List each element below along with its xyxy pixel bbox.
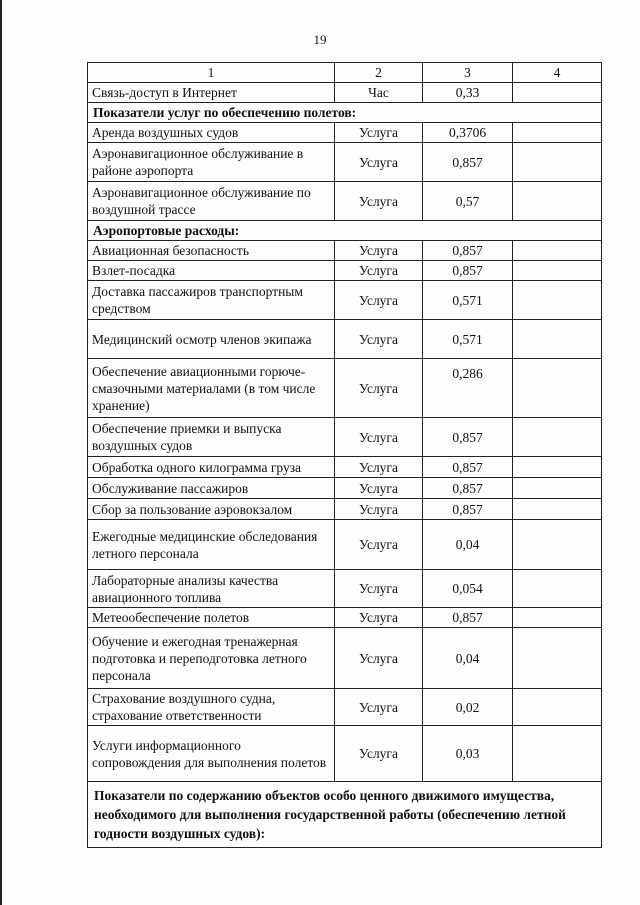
indicator-name: Обучение и ежегодная тренажерная подготовка и переподготовка летного персонала (88, 628, 335, 689)
empty-cell (513, 520, 602, 570)
table-row (88, 499, 602, 520)
empty-cell (513, 143, 602, 182)
unit-cell: Услуга (335, 608, 423, 628)
section-row (88, 103, 602, 123)
empty-cell (513, 261, 602, 281)
indicator-name: Связь-доступ в Интернет (88, 83, 335, 103)
header-col-1: 1 (88, 63, 335, 83)
value-cell: 0,02 (423, 689, 513, 726)
indicator-name: Обработка одного килограмма груза (88, 457, 335, 478)
empty-cell (513, 628, 602, 689)
header-col-4: 4 (513, 63, 602, 83)
table-row (88, 689, 602, 726)
value-cell: 0,286 (423, 359, 513, 418)
empty-cell (513, 457, 602, 478)
table-row (88, 320, 602, 359)
value-cell: 0,3706 (423, 123, 513, 143)
unit-cell: Услуга (335, 499, 423, 520)
value-cell: 0,04 (423, 520, 513, 570)
indicator-name: Услуги информационного сопровождения для выполнения полетов (88, 726, 335, 782)
section-row (88, 221, 602, 241)
value-cell: 0,04 (423, 628, 513, 689)
table-row (88, 182, 602, 221)
value-cell: 0,857 (423, 261, 513, 281)
table-row (88, 83, 602, 103)
indicator-name: Аэронавигационное обслуживание по воздушной трассе (88, 182, 335, 221)
page-edge (0, 0, 2, 905)
empty-cell (513, 241, 602, 261)
empty-cell (513, 182, 602, 221)
value-cell: 0,33 (423, 83, 513, 103)
header-col-3: 3 (423, 63, 513, 83)
table-row (88, 478, 602, 499)
empty-cell (513, 499, 602, 520)
unit-cell: Услуга (335, 520, 423, 570)
indicator-name: Обслуживание пассажиров (88, 478, 335, 499)
empty-cell (513, 570, 602, 608)
indicator-name: Медицинский осмотр членов экипажа (88, 320, 335, 359)
header-col-2: 2 (335, 63, 423, 83)
value-cell: 0,857 (423, 478, 513, 499)
value-cell: 0,857 (423, 608, 513, 628)
unit-cell: Услуга (335, 123, 423, 143)
indicator-name: Доставка пассажиров транспортным средством (88, 281, 335, 320)
value-cell: 0,571 (423, 320, 513, 359)
empty-cell (513, 83, 602, 103)
value-cell: 0,571 (423, 281, 513, 320)
indicator-name: Авиационная безопасность (88, 241, 335, 261)
unit-cell: Услуга (335, 478, 423, 499)
unit-cell: Услуга (335, 241, 423, 261)
unit-cell: Услуга (335, 261, 423, 281)
empty-cell (513, 608, 602, 628)
value-cell: 0,03 (423, 726, 513, 782)
table-row (88, 418, 602, 457)
table-row (88, 570, 602, 608)
table-row (88, 457, 602, 478)
value-cell: 0,857 (423, 241, 513, 261)
section-heading: Показатели по содержанию объектов особо ценного движимого имущества, необходимого для выполнения государственной работы (обеспечению летной годности воздушных судов): (88, 782, 602, 848)
empty-cell (513, 478, 602, 499)
indicator-name: Лабораторные анализы качества авиационного топлива (88, 570, 335, 608)
table-row (88, 628, 602, 689)
indicator-name: Аренда воздушных судов (88, 123, 335, 143)
indicator-name: Аэронавигационное обслуживание в районе аэропорта (88, 143, 335, 182)
unit-cell: Услуга (335, 570, 423, 608)
empty-cell (513, 418, 602, 457)
indicator-name: Обеспечение авиационными горюче-смазочными материалами (в том числе хранение) (88, 359, 335, 418)
table-header-row (88, 63, 602, 83)
table-row (88, 261, 602, 281)
unit-cell: Услуга (335, 182, 423, 221)
table-row (88, 241, 602, 261)
indicator-name: Обеспечение приемки и выпуска воздушных судов (88, 418, 335, 457)
empty-cell (513, 689, 602, 726)
indicator-name: Взлет-посадка (88, 261, 335, 281)
unit-cell: Услуга (335, 418, 423, 457)
empty-cell (513, 123, 602, 143)
value-cell: 0,857 (423, 457, 513, 478)
norms-table (87, 62, 602, 848)
unit-cell: Услуга (335, 320, 423, 359)
indicator-name: Сбор за пользование аэровокзалом (88, 499, 335, 520)
value-cell: 0,857 (423, 499, 513, 520)
table-row (88, 520, 602, 570)
table-row (88, 123, 602, 143)
unit-cell: Час (335, 83, 423, 103)
empty-cell (513, 726, 602, 782)
indicator-name: Метеообеспечение полетов (88, 608, 335, 628)
indicator-name: Ежегодные медицинские обследования летного персонала (88, 520, 335, 570)
empty-cell (513, 320, 602, 359)
unit-cell: Услуга (335, 628, 423, 689)
unit-cell: Услуга (335, 143, 423, 182)
section-heading: Показатели услуг по обеспечению полетов: (88, 103, 602, 123)
value-cell: 0,857 (423, 143, 513, 182)
unit-cell: Услуга (335, 726, 423, 782)
table-row (88, 359, 602, 418)
table-row (88, 608, 602, 628)
unit-cell: Услуга (335, 359, 423, 418)
section-heading: Аэропортовые расходы: (88, 221, 602, 241)
empty-cell (513, 359, 602, 418)
unit-cell: Услуга (335, 457, 423, 478)
unit-cell: Услуга (335, 689, 423, 726)
page-number: 19 (313, 32, 327, 47)
value-cell: 0,57 (423, 182, 513, 221)
unit-cell: Услуга (335, 281, 423, 320)
value-cell: 0,857 (423, 418, 513, 457)
table-row (88, 281, 602, 320)
empty-cell (513, 281, 602, 320)
table-row (88, 726, 602, 782)
value-cell: 0,054 (423, 570, 513, 608)
indicator-name: Страхование воздушного судна, страхование ответственности (88, 689, 335, 726)
section-row (88, 782, 602, 848)
table-row (88, 143, 602, 182)
